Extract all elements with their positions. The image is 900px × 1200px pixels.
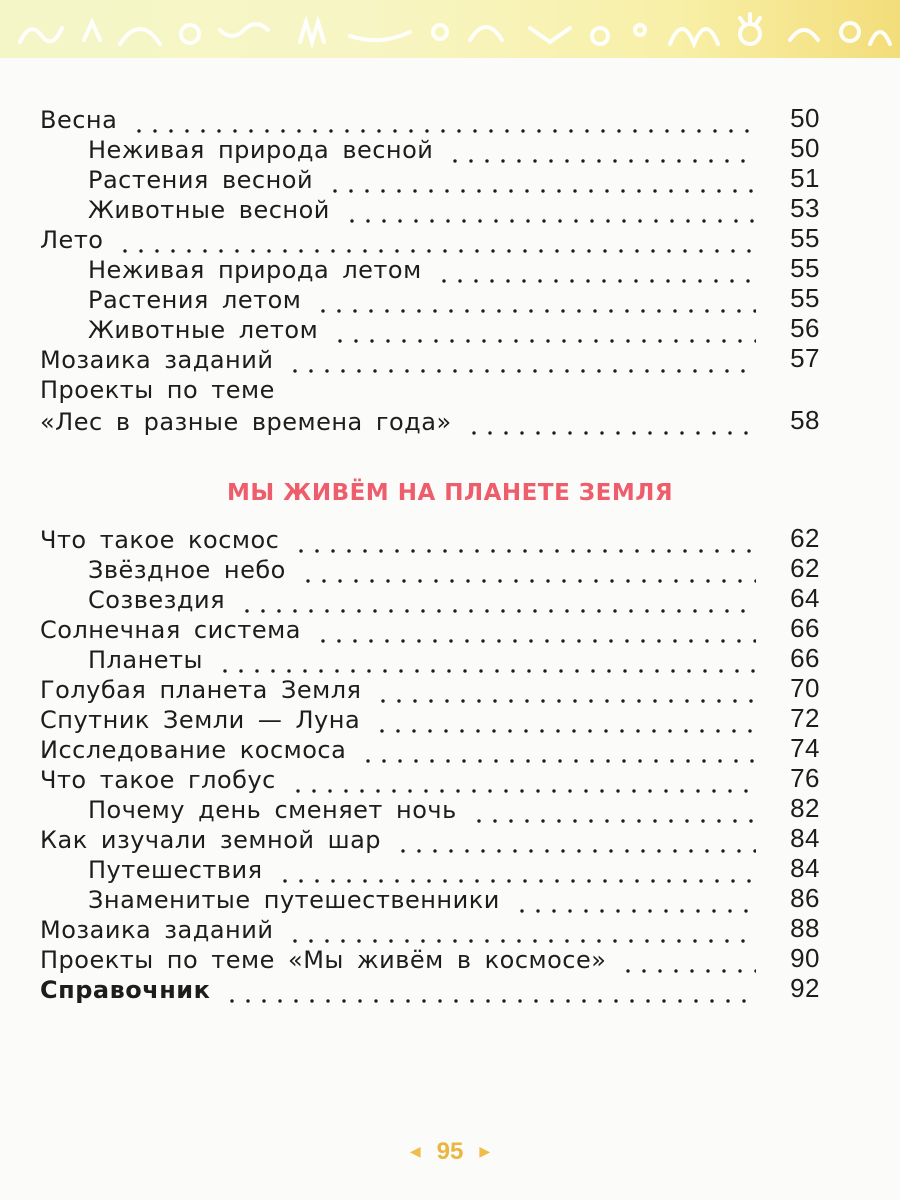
- toc-entry-label: Растения весной: [88, 166, 314, 194]
- dot-leader: [283, 922, 756, 944]
- dot-leader: [443, 142, 756, 164]
- dot-leader: [432, 262, 756, 284]
- dot-leader: [371, 682, 756, 704]
- toc-entry-label: Спутник Земли — Луна: [40, 706, 361, 734]
- toc-entry[interactable]: [40, 614, 820, 644]
- dot-leader: [311, 622, 756, 644]
- toc-entry[interactable]: [40, 374, 820, 404]
- toc-entry-label: Проекты по теме «Мы живём в космосе»: [40, 946, 607, 974]
- toc-entry-page: 50: [790, 103, 820, 133]
- toc-entry-reference[interactable]: [40, 974, 820, 1004]
- toc-subentry[interactable]: [88, 794, 820, 824]
- toc-entry-page: 82: [790, 793, 820, 823]
- dot-leader: [467, 802, 756, 824]
- dot-leader: [296, 562, 756, 584]
- toc-entry-label: Неживая природа летом: [88, 256, 422, 284]
- page-number: 95: [436, 1138, 464, 1165]
- toc-entry[interactable]: [40, 704, 820, 734]
- decorative-header-band: [0, 0, 900, 58]
- toc-entry-page: 70: [790, 673, 820, 703]
- toc-entry-label: Что такое космос: [40, 526, 280, 554]
- toc-entry-label: Неживая природа весной: [88, 136, 434, 164]
- toc-entry-label: Весна: [40, 106, 118, 134]
- toc-entry-label: «Лес в разные времена года»: [40, 408, 452, 436]
- toc-entry[interactable]: [40, 764, 820, 794]
- dot-leader: [391, 832, 756, 854]
- toc-entry-page: 55: [790, 253, 820, 283]
- dot-leader: [462, 414, 756, 436]
- toc-entry-label: Исследование космоса: [40, 736, 347, 764]
- toc-entry-page: 74: [790, 733, 820, 763]
- toc-entry-page: 92: [790, 973, 820, 1003]
- toc-entry-label: Почему день сменяет ночь: [88, 796, 457, 824]
- toc-entry-page: 84: [790, 853, 820, 883]
- dot-leader: [370, 712, 756, 734]
- toc-entry-label: Путешествия: [88, 856, 263, 884]
- toc-entry-page: 55: [790, 223, 820, 253]
- toc-entry-page: 64: [790, 583, 820, 613]
- dot-leader: [340, 202, 756, 224]
- toc-entry-label: Животные весной: [88, 196, 330, 224]
- toc-subentry[interactable]: [88, 314, 820, 344]
- toc-subentry[interactable]: [88, 164, 820, 194]
- toc-entry-page: 90: [790, 943, 820, 973]
- toc-entry[interactable]: [40, 406, 820, 436]
- toc-entry-page: 66: [790, 643, 820, 673]
- dot-leader: [273, 862, 756, 884]
- toc-entry[interactable]: [40, 674, 820, 704]
- toc-entry-page: 55: [790, 283, 820, 313]
- dot-leader: [113, 232, 756, 254]
- toc-entry[interactable]: [40, 344, 820, 374]
- toc-entry[interactable]: [40, 914, 820, 944]
- triangle-left-icon: ◀: [409, 1144, 421, 1160]
- toc-subentry[interactable]: [88, 584, 820, 614]
- section-title: МЫ ЖИВЁМ НА ПЛАНЕТЕ ЗЕМЛЯ: [226, 480, 674, 506]
- dot-leader: [289, 532, 756, 554]
- dot-leader: [356, 742, 756, 764]
- toc-entry[interactable]: [40, 524, 820, 554]
- toc-entry-page: 72: [790, 703, 820, 733]
- toc-entry-label: Звёздное небо: [88, 556, 286, 584]
- toc-entry[interactable]: [40, 224, 820, 254]
- toc-entry-label: Знаменитые путешественники: [88, 886, 500, 914]
- toc-entry-page: 88: [790, 913, 820, 943]
- toc-subentry[interactable]: [88, 854, 820, 884]
- dot-leader: [510, 892, 756, 914]
- dot-leader: [323, 172, 756, 194]
- dot-leader: [235, 592, 756, 614]
- toc-entry-page: 62: [790, 523, 820, 553]
- dot-leader: [283, 352, 756, 374]
- toc-entry-page: 57: [790, 343, 820, 373]
- toc-entry-page: 66: [790, 613, 820, 643]
- toc-entry-page: 84: [790, 823, 820, 853]
- toc-entry-page: 53: [790, 193, 820, 223]
- toc-entry[interactable]: [40, 734, 820, 764]
- toc-entry-page: 62: [790, 553, 820, 583]
- doodle-ornament: [0, 0, 900, 58]
- toc-subentry[interactable]: [88, 554, 820, 584]
- toc-entry-label: Животные летом: [88, 316, 319, 344]
- dot-leader: [328, 322, 756, 344]
- toc-entry-label: Мозаика заданий: [40, 916, 274, 944]
- toc-entry-label: Планеты: [88, 646, 203, 674]
- dot-leader: [213, 652, 756, 674]
- toc-entry-label: Растения летом: [88, 286, 302, 314]
- toc-entry-label: Что такое глобус: [40, 766, 276, 794]
- toc-entry-page: 50: [790, 133, 820, 163]
- dot-leader: [285, 382, 756, 404]
- toc-entry-page: 86: [790, 883, 820, 913]
- toc-subentry[interactable]: [88, 284, 820, 314]
- toc-entry-label: Проекты по теме: [40, 376, 275, 404]
- toc-entry[interactable]: [40, 104, 820, 134]
- dot-leader: [127, 112, 756, 134]
- toc-entry-label: Лето: [40, 226, 104, 254]
- toc-entry-label: Солнечная система: [40, 616, 301, 644]
- toc-entry-label: Справочник: [40, 976, 211, 1004]
- toc-entry-page: 76: [790, 763, 820, 793]
- dot-leader: [220, 982, 756, 1004]
- triangle-right-icon: ▶: [479, 1144, 491, 1160]
- toc-entry-page: 51: [790, 163, 820, 193]
- dot-leader: [311, 292, 756, 314]
- toc-entry[interactable]: [40, 944, 820, 974]
- toc-entry[interactable]: [40, 824, 820, 854]
- toc-subentry[interactable]: [88, 134, 820, 164]
- dot-leader: [286, 772, 756, 794]
- dot-leader: [616, 952, 756, 974]
- toc-entry-label: Мозаика заданий: [40, 346, 274, 374]
- toc-subentry[interactable]: [88, 644, 820, 674]
- toc-entry-label: Как изучали земной шар: [40, 826, 382, 854]
- toc-entry-page: 56: [790, 313, 820, 343]
- toc-subentry[interactable]: [88, 194, 820, 224]
- page-footer: [0, 1138, 900, 1166]
- toc-entry-page: 58: [790, 405, 820, 435]
- toc-subentry[interactable]: [88, 884, 820, 914]
- toc-entry-label: Голубая планета Земля: [40, 676, 362, 704]
- toc-entry-label: Созвездия: [88, 586, 226, 614]
- toc-subentry[interactable]: [88, 254, 820, 284]
